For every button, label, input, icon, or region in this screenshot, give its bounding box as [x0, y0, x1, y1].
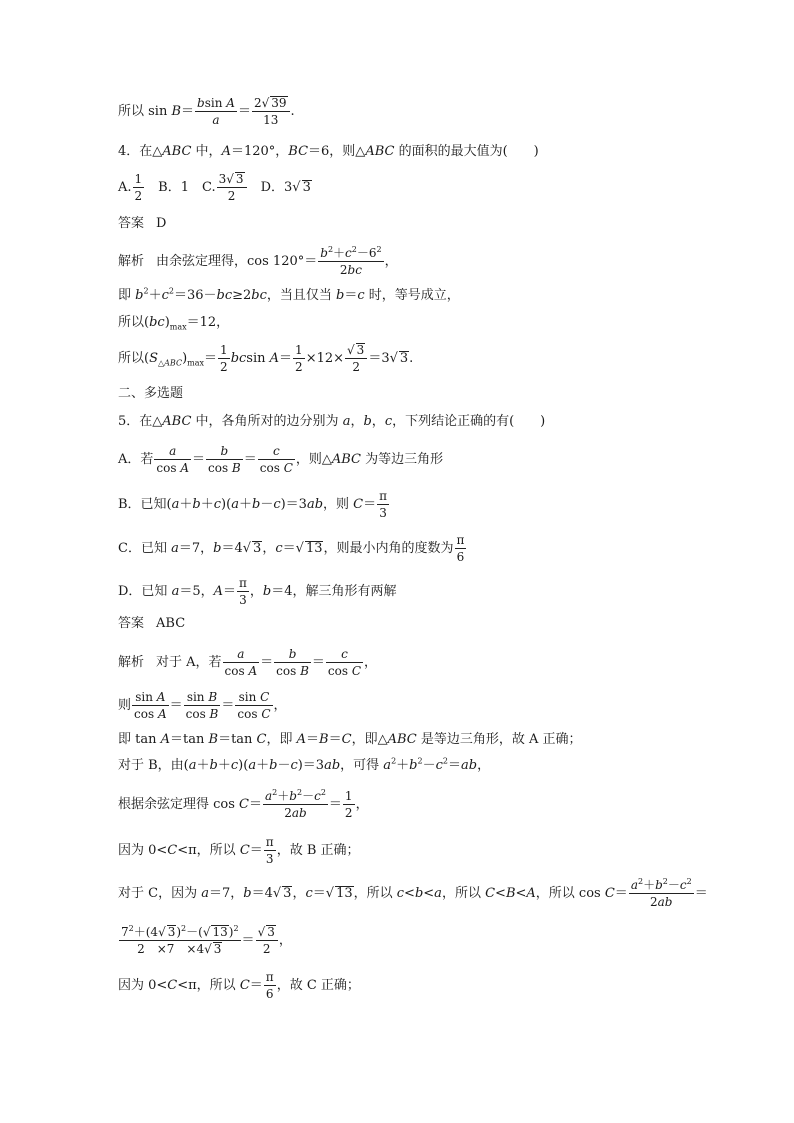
sqrt-icon: √	[226, 172, 234, 186]
explanation-5-line-8: $\frac{7^2+(4√ 3)^2-(√ 13)^2}{2 \times 7 \times 4√ 3}$ ＝ $\frac{√ 3}{2}$ ，	[121, 924, 292, 956]
fraction: $\frac{a^2+b^2-c^2}{2ab}$	[630, 877, 692, 909]
fraction: $\frac{\pi}{3}$	[239, 576, 247, 607]
sqrt-icon: √	[158, 925, 166, 939]
fraction: $\frac{1}{2}$	[220, 343, 228, 374]
question-5: 5．在△ABC 中，各角所对的边分别为 a，b，c，下列结论正确的有( )	[118, 414, 546, 429]
fraction: $\frac{\text{bsin A}}{a}$	[197, 96, 235, 127]
sqrt-icon: √	[257, 925, 266, 939]
fraction: $\frac{\pi}{6}$	[265, 970, 274, 1001]
explanation-5-line-7: 对于 C，因为 a＝7，b＝4√ 3，c＝√ 13，所以 c<b<a，所以 C<B<A，所以 cos C＝ $\frac{a^2+b^2-c^2}{2ab}$ ＝	[118, 877, 708, 909]
explanation-5-line-5: 根据余弦定理得 cos C＝ $\frac{a^2+b^2-c^2}{2ab}$ ＝ $\frac{1}{2}$ ，	[118, 788, 369, 820]
explanation-5-line-1: 解析 对于 A，若 $\frac{a}{\text{cos A}}$ ＝ $\frac{b}{\text{cos B}}$ ＝ $\frac{c}{\text{cos C}}$ ，	[118, 647, 378, 678]
explanation-4-line-2: 即 $b^2+c^2=36-bc\ge 2bc$，当且仅当 b＝c 时，等号成立，	[118, 286, 460, 303]
explanation-5-line-9: 因为 0<C<π，所以 C＝ $\frac{\pi}{6}$ ，故 C 正确；	[118, 970, 360, 1001]
sqrt-icon: √	[389, 351, 398, 366]
explanation-5-line-2: 则 $\frac{\text{sin A}}{\text{cos A}}$ ＝ $\frac{\text{sin B}}{\text{cos B}}$ ＝ $\frac{\text{sin C}}{\text{cos C}}$ ，	[118, 690, 287, 721]
fraction: $\frac{2√ 39}{13}$	[252, 96, 290, 127]
prev-result-line: 所以 sin B＝ $\frac{\text{bsin A}}{a}$ ＝ $\frac{2√ 39}{13}$ .	[118, 96, 295, 127]
question-5-option-d: D．已知 a＝5，A＝ $\frac{\pi}{3}$ ，b＝4，解三角形有两解	[118, 576, 397, 607]
explanation-4-line-4: 所以$(S_{\triangle ABC})_{max}=$ $\frac{1}{2}$ bcsin A＝ $\frac{1}{2}$ ×12× $\frac{√ 3}{2}$ ＝3√ 3.	[118, 343, 414, 374]
fraction: $\frac{b^2+c^2-6^2}{2bc}$	[320, 245, 382, 277]
sqrt-icon: √	[295, 541, 304, 556]
fraction: $\frac{c}{\text{cos C}}$	[259, 444, 293, 475]
fraction: $\frac{\text{sin B}}{\text{cos B}}$	[185, 690, 219, 721]
fraction: $\frac{7^2+(4√ 3)^2-(√ 13)^2}{2 \times 7 \times 4√ 3}$	[121, 924, 239, 956]
fraction: $\frac{\text{sin A}}{\text{cos A}}$	[134, 690, 167, 721]
fraction: $\frac{a}{\text{cos A}}$	[224, 647, 258, 678]
question-4-options: A. $\frac{1}{2}$ B．1 C. $\frac{3√ 3}{2}$ D．3√ 3	[118, 172, 311, 203]
fraction: $\frac{\pi}{3}$	[265, 835, 274, 866]
sqrt-icon: √	[242, 541, 252, 556]
sqrt-icon: √	[261, 96, 270, 110]
fraction: $\frac{√ 3}{2}$	[345, 343, 367, 374]
explanation-5-line-3: 即 tan A＝tan B＝tan C，即 A＝B＝C，即△ABC 是等边三角形，故 A 正确；	[118, 732, 582, 747]
fraction: $\frac{c}{\text{cos C}}$	[327, 647, 362, 678]
fraction: $\frac{1}{2}$	[134, 172, 143, 203]
explanation-5-line-6: 因为 0<C<π，所以 C＝ $\frac{\pi}{3}$ ，故 B 正确；	[118, 835, 360, 866]
fraction: $\frac{√ 3}{2}$	[256, 925, 278, 956]
sqrt-icon: √	[347, 343, 355, 357]
fraction: $\frac{\pi}{3}$	[379, 489, 388, 520]
fraction: $\frac{1}{2}$	[295, 343, 303, 374]
fraction: $\frac{\text{sin C}}{\text{cos C}}$	[237, 690, 271, 721]
sqrt-icon: √	[292, 180, 301, 195]
fraction: $\frac{a^2+b^2-c^2}{2ab}$	[265, 788, 326, 820]
question-5-option-c: C．已知 a＝7，b＝4√ 3，c＝√ 13，则最小内角的度数为 $\frac{\pi}{6}$	[118, 533, 465, 564]
answer-4: 答案 D	[118, 216, 167, 231]
fraction: $\frac{b}{\text{cos B}}$	[276, 647, 309, 678]
fraction: $\frac{3√ 3}{2}$	[217, 172, 247, 203]
question-5-option-b: B．已知(a＋b＋c)(a＋b－c)＝3ab，则 C＝ $\frac{\pi}{3}$	[118, 489, 388, 520]
section-heading-multiple-choice: 二、多选题	[118, 386, 184, 401]
explanation-4-line-3: 所以$(bc)_{max}=12$，	[118, 315, 230, 332]
sqrt-icon: √	[272, 886, 282, 901]
fraction: $\frac{a}{\text{cos A}}$	[156, 444, 189, 475]
explanation-4-line-1: 解析 由余弦定理得，cos 120°＝ $\frac{b^2+c^2-6^2}{2bc}$ ，	[118, 245, 398, 277]
question-4: 4．在△ABC 中，A＝120°，BC＝6，则△ABC 的面积的最大值为( )	[118, 144, 539, 159]
question-5-option-a: A．若 $\frac{a}{\text{cos A}}$ ＝ $\frac{b}{\text{cos B}}$ ＝ $\frac{c}{\text{cos C}}$ ，则△ABC 为等边三角形	[118, 444, 444, 475]
sqrt-icon: √	[202, 925, 211, 939]
answer-5: 答案 ABC	[118, 616, 186, 631]
fraction: $\frac{\pi}{6}$	[456, 533, 465, 564]
fraction: $\frac{1}{2}$	[344, 789, 353, 820]
fraction: $\frac{b}{\text{cos B}}$	[208, 444, 241, 475]
sqrt-icon: √	[204, 942, 212, 956]
explanation-5-line-4: 对于 B，由(a＋b＋c)(a＋b－c)＝3ab，可得 $a^2+b^2-c^2=ab$，	[118, 756, 491, 773]
sqrt-icon: √	[325, 886, 335, 901]
